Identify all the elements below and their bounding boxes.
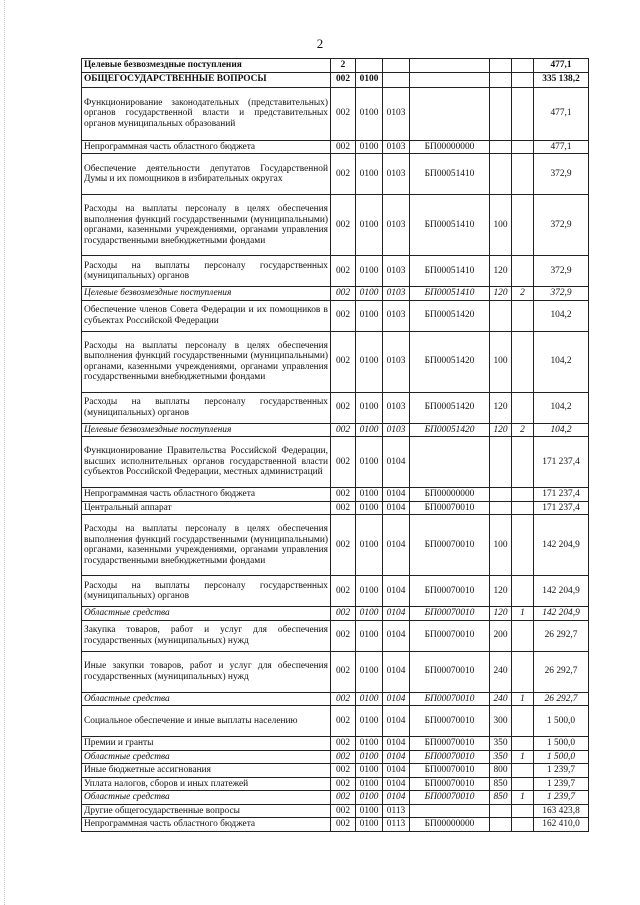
row-expense-type [490,300,512,331]
row-amount: 335 138,2 [534,72,589,87]
row-section-code: 0100 [356,764,383,778]
row-amount: 477,1 [534,140,589,154]
row-section-code [356,59,383,73]
row-expense-type: 120 [490,287,512,301]
row-name: Непрограммная часть областного бюджета [82,140,331,154]
row-expense-type: 240 [490,651,512,692]
row-ministry-code: 002 [331,87,356,140]
row-target-article: БП00070010 [410,750,490,764]
row-amount: 163 423,8 [534,804,589,818]
row-name: Расходы на выплаты персоналу государственных (муниципальных) органов [82,576,331,607]
row-amount: 1 239,7 [534,764,589,778]
row-amount: 104,2 [534,392,589,423]
row-expense-type: 350 [490,750,512,764]
row-target-article: БП00070010 [410,706,490,737]
row-name: Областные средства [82,750,331,764]
row-amount: 104,2 [534,423,589,437]
row-amount: 171 237,4 [534,488,589,502]
row-section-code: 0100 [356,515,383,576]
row-source-code: 1 [512,607,534,621]
row-ministry-code: 2 [331,59,356,73]
row-name: Иные закупки товаров, работ и услуг для обеспечения государственных (муниципальных) нужд [82,651,331,692]
row-ministry-code: 002 [331,331,356,392]
table-row [82,651,589,692]
row-expense-type [490,59,512,73]
row-section-code: 0100 [356,140,383,154]
row-subsection-code: 0104 [383,607,410,621]
row-target-article: БП00051410 [410,195,490,256]
row-target-article: БП00070010 [410,607,490,621]
row-subsection-code: 0104 [383,576,410,607]
row-section-code: 0100 [356,331,383,392]
row-amount: 104,2 [534,331,589,392]
row-expense-type: 800 [490,764,512,778]
row-ministry-code: 002 [331,607,356,621]
table-row [82,423,589,437]
row-target-article: БП00070010 [410,515,490,576]
row-ministry-code: 002 [331,818,356,832]
row-expense-type [490,818,512,832]
table-row [82,331,589,392]
row-expense-type [490,72,512,87]
row-source-code [512,737,534,751]
row-expense-type: 850 [490,777,512,791]
row-name: Расходы на выплаты персоналу в целях обеспечения выполнения функций государственными (муниципальными) органами, казенными учреждениями, органами управления государственными внебюджетными фондами [82,331,331,392]
row-subsection-code: 0103 [383,287,410,301]
row-target-article: БП00000000 [410,488,490,502]
row-target-article: БП00070010 [410,651,490,692]
row-expense-type [490,488,512,502]
row-source-code [512,818,534,832]
row-subsection-code: 0104 [383,764,410,778]
row-ministry-code: 002 [331,256,356,287]
row-section-code: 0100 [356,256,383,287]
table-row [82,607,589,621]
row-section-code: 0100 [356,804,383,818]
row-subsection-code: 0103 [383,87,410,140]
row-source-code [512,706,534,737]
row-source-code [512,154,534,195]
row-target-article: БП00070010 [410,620,490,651]
table-row [82,154,589,195]
row-amount: 372,9 [534,195,589,256]
row-subsection-code: 0103 [383,195,410,256]
row-expense-type: 120 [490,392,512,423]
row-subsection-code: 0113 [383,818,410,832]
row-source-code: 2 [512,287,534,301]
row-amount: 1 239,7 [534,791,589,805]
row-amount: 26 292,7 [534,620,589,651]
row-target-article [410,804,490,818]
row-name: Иные бюджетные ассигнования [82,764,331,778]
row-subsection-code: 0104 [383,706,410,737]
row-section-code: 0100 [356,607,383,621]
row-section-code: 0100 [356,300,383,331]
row-section-code: 0100 [356,651,383,692]
row-subsection-code: 0104 [383,437,410,488]
row-subsection-code: 0103 [383,392,410,423]
row-amount: 26 292,7 [534,692,589,706]
row-ministry-code: 002 [331,737,356,751]
row-source-code [512,140,534,154]
row-section-code: 0100 [356,488,383,502]
table-row [82,750,589,764]
row-name: Непрограммная часть областного бюджета [82,818,331,832]
row-target-article: БП00070010 [410,576,490,607]
row-target-article: БП00000000 [410,818,490,832]
row-ministry-code: 002 [331,804,356,818]
table-row [82,692,589,706]
row-amount: 372,9 [534,154,589,195]
table-row [82,256,589,287]
row-amount: 1 500,0 [534,706,589,737]
table-row [82,620,589,651]
row-section-code: 0100 [356,737,383,751]
row-source-code [512,576,534,607]
row-ministry-code: 002 [331,651,356,692]
row-expense-type: 300 [490,706,512,737]
row-ministry-code: 002 [331,437,356,488]
row-subsection-code: 0104 [383,777,410,791]
row-target-article: БП00070010 [410,777,490,791]
row-ministry-code: 002 [331,140,356,154]
row-amount: 477,1 [534,87,589,140]
page-edge-mark [4,0,6,905]
row-subsection-code: 0104 [383,501,410,515]
row-amount: 162 410,0 [534,818,589,832]
row-name: ОБЩЕГОСУДАРСТВЕННЫЕ ВОПРОСЫ [82,72,331,87]
row-subsection-code: 0103 [383,154,410,195]
row-target-article: БП00051410 [410,287,490,301]
row-section-code: 0100 [356,777,383,791]
row-ministry-code: 002 [331,777,356,791]
row-source-code [512,300,534,331]
table-row [82,576,589,607]
row-expense-type: 120 [490,256,512,287]
table-row [82,59,589,73]
row-expense-type: 100 [490,331,512,392]
row-target-article [410,437,490,488]
row-name: Обеспечение деятельности депутатов Государственной Думы и их помощников в избирательных округах [82,154,331,195]
table-row [82,764,589,778]
row-source-code [512,764,534,778]
row-expense-type: 200 [490,620,512,651]
row-amount: 372,9 [534,256,589,287]
table-row [82,501,589,515]
row-subsection-code: 0104 [383,737,410,751]
row-amount: 142 204,9 [534,576,589,607]
row-name: Премии и гранты [82,737,331,751]
row-target-article [410,59,490,73]
row-name: Непрограммная часть областного бюджета [82,488,331,502]
budget-table-body [82,59,589,832]
row-source-code [512,331,534,392]
table-row [82,488,589,502]
row-name: Обеспечение членов Совета Федерации и их помощников в субъектах Российской Федерации [82,300,331,331]
row-ministry-code: 002 [331,195,356,256]
row-subsection-code: 0103 [383,331,410,392]
row-expense-type [490,804,512,818]
row-amount: 372,9 [534,287,589,301]
row-expense-type: 850 [490,791,512,805]
row-subsection-code: 0104 [383,651,410,692]
row-name: Целевые безвозмездные поступления [82,287,331,301]
row-subsection-code: 0103 [383,300,410,331]
row-section-code: 0100 [356,154,383,195]
row-section-code: 0100 [356,287,383,301]
row-target-article: БП00051420 [410,392,490,423]
row-expense-type [490,154,512,195]
table-row [82,515,589,576]
row-expense-type: 350 [490,737,512,751]
row-target-article: БП00070010 [410,791,490,805]
row-amount: 1 239,7 [534,777,589,791]
row-section-code: 0100 [356,750,383,764]
table-row [82,818,589,832]
row-ministry-code: 002 [331,692,356,706]
row-subsection-code: 0104 [383,750,410,764]
table-row [82,777,589,791]
row-section-code: 0100 [356,706,383,737]
row-amount: 142 204,9 [534,607,589,621]
row-section-code: 0100 [356,620,383,651]
row-name: Уплата налогов, сборов и иных платежей [82,777,331,791]
row-source-code [512,392,534,423]
row-name: Расходы на выплаты персоналу государственных (муниципальных) органов [82,392,331,423]
table-row [82,392,589,423]
row-ministry-code: 002 [331,392,356,423]
row-subsection-code: 0103 [383,256,410,287]
row-subsection-code: 0103 [383,140,410,154]
row-source-code [512,651,534,692]
row-amount: 142 204,9 [534,515,589,576]
row-name: Расходы на выплаты персоналу в целях обеспечения выполнения функций государственными (муниципальными) органами, казенными учреждениями, органами управления государственными внебюджетными фондами [82,195,331,256]
row-ministry-code: 002 [331,501,356,515]
row-ministry-code: 002 [331,764,356,778]
row-subsection-code: 0104 [383,515,410,576]
row-expense-type [490,87,512,140]
row-subsection-code [383,72,410,87]
row-expense-type: 120 [490,607,512,621]
row-target-article: БП00051420 [410,423,490,437]
row-expense-type: 100 [490,195,512,256]
row-ministry-code: 002 [331,154,356,195]
row-subsection-code: 0104 [383,692,410,706]
table-row [82,195,589,256]
row-name: Областные средства [82,692,331,706]
row-ministry-code: 002 [331,287,356,301]
row-ministry-code: 002 [331,515,356,576]
row-source-code: 1 [512,791,534,805]
row-ministry-code: 002 [331,706,356,737]
table-row [82,737,589,751]
row-expense-type: 120 [490,576,512,607]
table-row [82,287,589,301]
row-section-code: 0100 [356,576,383,607]
row-source-code: 1 [512,750,534,764]
row-target-article: БП00051410 [410,256,490,287]
row-name: Расходы на выплаты персоналу государственных (муниципальных) органов [82,256,331,287]
row-expense-type [490,501,512,515]
row-source-code [512,804,534,818]
row-section-code: 0100 [356,818,383,832]
row-section-code: 0100 [356,692,383,706]
row-ministry-code: 002 [331,620,356,651]
row-name: Областные средства [82,607,331,621]
row-expense-type: 240 [490,692,512,706]
row-section-code: 0100 [356,72,383,87]
row-amount: 1 500,0 [534,737,589,751]
row-section-code: 0100 [356,87,383,140]
row-amount: 26 292,7 [534,651,589,692]
row-target-article: БП00051410 [410,154,490,195]
row-source-code [512,515,534,576]
row-amount: 171 237,4 [534,437,589,488]
table-row [82,140,589,154]
row-expense-type: 120 [490,423,512,437]
row-subsection-code: 0104 [383,620,410,651]
row-section-code: 0100 [356,392,383,423]
row-target-article: БП00070010 [410,764,490,778]
table-row [82,804,589,818]
row-section-code: 0100 [356,195,383,256]
row-target-article: БП00051420 [410,331,490,392]
table-row [82,72,589,87]
row-source-code: 1 [512,692,534,706]
row-section-code: 0100 [356,501,383,515]
row-expense-type [490,437,512,488]
row-source-code: 2 [512,423,534,437]
row-amount: 477,1 [534,59,589,73]
row-name: Другие общегосударственные вопросы [82,804,331,818]
row-ministry-code: 002 [331,423,356,437]
row-source-code [512,59,534,73]
row-ministry-code: 002 [331,300,356,331]
row-expense-type [490,140,512,154]
row-section-code: 0100 [356,437,383,488]
row-target-article [410,87,490,140]
row-target-article: БП00070010 [410,501,490,515]
row-ministry-code: 002 [331,576,356,607]
row-source-code [512,777,534,791]
row-name: Областные средства [82,791,331,805]
row-name: Социальное обеспечение и иные выплаты населению [82,706,331,737]
row-section-code: 0100 [356,791,383,805]
row-ministry-code: 002 [331,72,356,87]
row-target-article: БП00000000 [410,140,490,154]
row-ministry-code: 002 [331,488,356,502]
row-subsection-code: 0104 [383,488,410,502]
row-name: Центральный аппарат [82,501,331,515]
row-subsection-code: 0103 [383,423,410,437]
row-target-article: БП00070010 [410,692,490,706]
budget-table [81,58,589,832]
row-ministry-code: 002 [331,791,356,805]
row-target-article [410,72,490,87]
row-subsection-code: 0104 [383,791,410,805]
row-name: Закупка товаров, работ и услуг для обеспечения государственных (муниципальных) нужд [82,620,331,651]
row-name: Функционирование Правительства Российской Федерации, высших исполнительных органов государственной власти субъектов Российской Федерации, местных администраций [82,437,331,488]
row-name: Функционирование законодательных (представительных) органов государственной власти и представительных органов муниципальных образований [82,87,331,140]
row-source-code [512,72,534,87]
row-amount: 1 500,0 [534,750,589,764]
row-source-code [512,87,534,140]
table-row [82,791,589,805]
row-section-code: 0100 [356,423,383,437]
row-source-code [512,256,534,287]
row-expense-type: 100 [490,515,512,576]
row-ministry-code: 002 [331,750,356,764]
row-source-code [512,501,534,515]
row-source-code [512,437,534,488]
table-row [82,706,589,737]
row-source-code [512,620,534,651]
table-row [82,87,589,140]
row-source-code [512,488,534,502]
row-subsection-code: 0113 [383,804,410,818]
row-amount: 171 237,4 [534,501,589,515]
row-name: Целевые безвозмездные поступления [82,59,331,73]
row-name: Целевые безвозмездные поступления [82,423,331,437]
page-number: 2 [316,36,324,51]
row-subsection-code [383,59,410,73]
row-name: Расходы на выплаты персоналу в целях обеспечения выполнения функций государственными (муниципальными) органами, казенными учреждениями, органами управления государственными внебюджетными фондами [82,515,331,576]
table-row [82,300,589,331]
row-target-article: БП00070010 [410,737,490,751]
row-target-article: БП00051420 [410,300,490,331]
row-amount: 104,2 [534,300,589,331]
table-row [82,437,589,488]
row-source-code [512,195,534,256]
